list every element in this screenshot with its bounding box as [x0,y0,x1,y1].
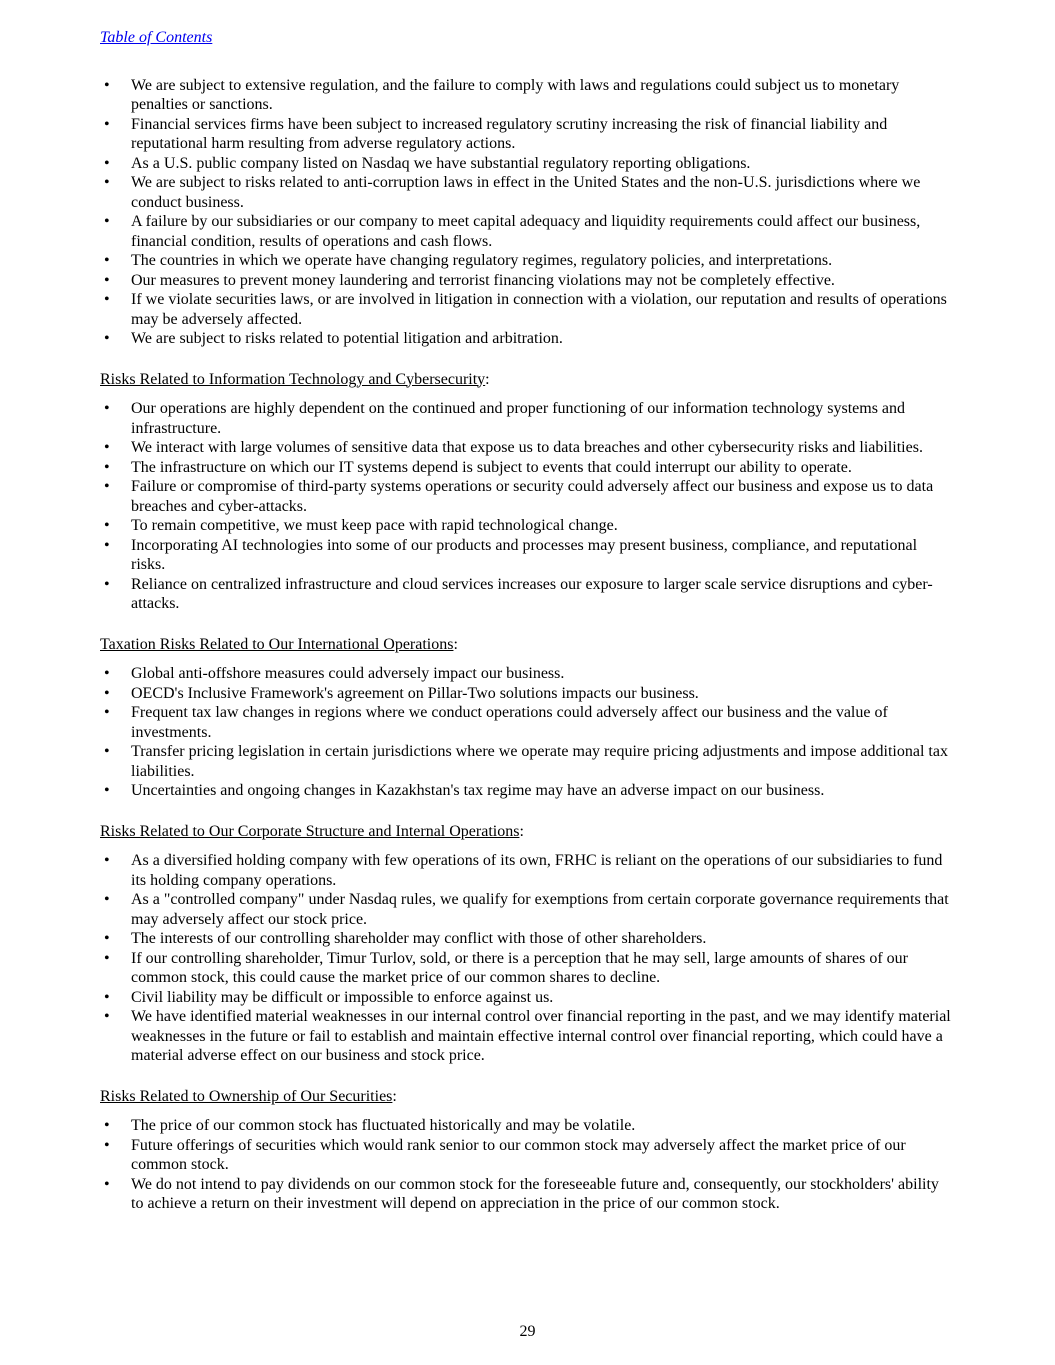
bullet-text: We are subject to risks related to potential litigation and arbitration. [131,330,563,347]
page-number: 29 [519,1322,536,1340]
list-item [100,251,955,271]
section-heading [100,822,955,842]
section-heading-text: Taxation Risks Related to Our International Operations [100,635,454,653]
toc-row [100,28,955,48]
list-item [100,781,955,801]
bullet-text: Civil liability may be difficult or impossible to enforce against us. [131,988,554,1006]
list-item [100,271,955,291]
list-item [100,154,955,174]
bullet-marker: • [104,213,110,230]
list-item [100,1175,955,1214]
list-item [100,329,955,349]
list-item [100,536,955,575]
bullet-marker: • [104,575,110,593]
bullet-text: We are subject to risks related to anti-corruption laws in effect in the United States and the non-U.S. jurisdictions where we conduct business. [131,174,921,211]
section-heading-colon: : [453,635,458,653]
section-heading-text: Risks Related to Our Corporate Structure and Internal Operations [100,822,520,840]
bullet-text: The interests of our controlling shareholder may conflict with those of other shareholders. [131,930,707,947]
list-item [100,290,955,329]
bullet-list [100,851,955,1066]
bullet-marker: • [104,291,110,308]
section-heading-colon: : [392,1087,397,1105]
bullet-marker: • [104,174,110,191]
bullet-marker: • [104,330,110,347]
bullet-text: Our operations are highly dependent on the continued and proper functioning of our information technology systems and infrastructure. [131,400,906,437]
bullet-marker: • [104,743,110,760]
bullet-marker: • [104,517,110,534]
bullet-marker: • [104,1136,110,1154]
bullet-marker: • [104,115,110,133]
section-heading [100,370,955,390]
bullet-marker: • [104,665,110,682]
section-heading [100,635,955,655]
list-item [100,212,955,251]
bullet-text: Uncertainties and ongoing changes in Kazakhstan's tax regime may have an adverse impact on our business. [131,782,825,799]
bullet-marker: • [104,271,110,289]
list-item [100,890,955,929]
bullet-marker: • [104,852,110,869]
bullet-text: The countries in which we operate have changing regulatory regimes, regulatory policies, and interpretations. [131,252,833,269]
bullet-marker: • [104,478,110,495]
section-heading-colon: : [519,822,524,840]
bullet-marker: • [104,458,110,476]
bullet-marker: • [104,400,110,417]
bullet-text: If our controlling shareholder, Timur Turlov, sold, or there is a perception that he may sell, large amounts of shares of our common stock, this could cause the market price of our common shares to decline. [131,949,908,986]
list-item [100,1116,955,1136]
bullet-text: We are subject to extensive regulation, and the failure to comply with laws and regulations could subject us to monetary penalties or sanctions. [131,76,900,113]
bullet-list [100,664,955,801]
section-corporate-structure [100,801,955,1066]
bullet-text: We do not intend to pay dividends on our common stock for the foreseeable future and, consequently, our stockholders' ability to achieve a return on their investment will depend on appreciation in the price of our common stock. [131,1175,939,1212]
section-heading-text: Risks Related to Ownership of Our Securities [100,1087,393,1105]
list-item [100,76,955,115]
bullet-text: The infrastructure on which our IT systems depend is subject to events that could interrupt our ability to operate. [131,458,852,476]
section-heading-text: Risks Related to Information Technology and Cybersecurity [100,370,486,388]
bullet-list [100,399,955,614]
bullet-marker: • [104,76,110,94]
bullet-marker: • [104,891,110,908]
bullet-marker: • [104,1117,110,1134]
list-item [100,929,955,949]
section-it-cybersecurity [100,349,955,614]
bullet-text: Future offerings of securities which would rank senior to our common stock may adversely affect the market price of our common stock. [131,1136,906,1173]
bullet-marker: • [104,930,110,947]
bullet-text: Financial services firms have been subject to increased regulatory scrutiny increasing the risk of financial liability and reputational harm resulting from adverse regulatory actions. [131,115,888,152]
bullet-marker: • [104,536,110,554]
list-item [100,399,955,438]
bullet-text: As a diversified holding company with few operations of its own, FRHC is reliant on the operations of our subsidiaries to fund its holding company operations. [131,852,943,889]
list-item [100,664,955,684]
section-regulatory-bullets [100,76,955,349]
section-securities-ownership [100,1066,955,1214]
bullet-marker: • [104,684,110,702]
bullet-marker: • [104,949,110,967]
list-item [100,516,955,536]
list-item [100,851,955,890]
bullet-marker: • [104,988,110,1006]
bullet-marker: • [104,782,110,799]
bullet-list [100,76,955,349]
list-item [100,477,955,516]
bullet-text: Transfer pricing legislation in certain jurisdictions where we operate may require pricing adjustments and impose additional tax liabilities. [131,743,948,780]
bullet-text: As a "controlled company" under Nasdaq rules, we qualify for exemptions from certain corporate governance requirements that may adversely affect our stock price. [131,891,949,928]
bullet-list [100,1116,955,1214]
list-item [100,575,955,614]
bullet-marker: • [104,1008,110,1025]
bullet-text: We have identified material weaknesses in our internal control over financial reporting in the past, and we may identify material weaknesses in the future or fail to establish and maintain effective internal control over financial reporting, which could have a material adverse effect on our business and stock price. [131,1008,951,1064]
list-item [100,115,955,154]
list-item [100,458,955,478]
bullet-text: Frequent tax law changes in regions where we conduct operations could adversely affect our business and the value of investments. [131,704,888,741]
bullet-text: Our measures to prevent money laundering and terrorist financing violations may not be completely effective. [131,271,835,289]
bullet-text: We interact with large volumes of sensitive data that expose us to data breaches and other cybersecurity risks and liabilities. [131,439,923,456]
bullet-marker: • [104,704,110,721]
list-item [100,1136,955,1175]
bullet-text: As a U.S. public company listed on Nasdaq we have substantial regulatory reporting obligations. [131,154,751,172]
table-of-contents-link[interactable]: Table of Contents [100,29,213,46]
list-item [100,173,955,212]
bullet-text: Reliance on centralized infrastructure and cloud services increases our exposure to larger scale service disruptions and cyber-attacks. [131,575,933,612]
bullet-text: To remain competitive, we must keep pace with rapid technological change. [131,517,618,534]
section-taxation [100,614,955,801]
bullet-text: A failure by our subsidiaries or our company to meet capital adequacy and liquidity requirements could affect our business, financial condition, results of operations and cash flows. [131,213,921,250]
bullet-text: Global anti-offshore measures could adversely impact our business. [131,665,565,682]
list-item [100,703,955,742]
list-item [100,988,955,1008]
bullet-marker: • [104,252,110,269]
list-item [100,949,955,988]
list-item [100,1007,955,1066]
bullet-text: Incorporating AI technologies into some of our products and processes may present business, compliance, and reputational risks. [131,536,918,573]
list-item [100,742,955,781]
list-item [100,438,955,458]
bullet-text: The price of our common stock has fluctuated historically and may be volatile. [131,1117,636,1134]
bullet-marker: • [104,1175,110,1193]
list-item [100,684,955,704]
section-heading [100,1087,955,1107]
bullet-marker: • [104,439,110,456]
bullet-text: Failure or compromise of third-party systems operations or security could adversely affect our business and expose us to data breaches and cyber-attacks. [131,478,934,515]
bullet-text: OECD's Inclusive Framework's agreement on Pillar-Two solutions impacts our business. [131,684,699,702]
section-heading-colon: : [485,370,490,388]
bullet-marker: • [104,154,110,172]
bullet-text: If we violate securities laws, or are involved in litigation in connection with a violation, our reputation and results of operations may be adversely affected. [131,291,947,328]
